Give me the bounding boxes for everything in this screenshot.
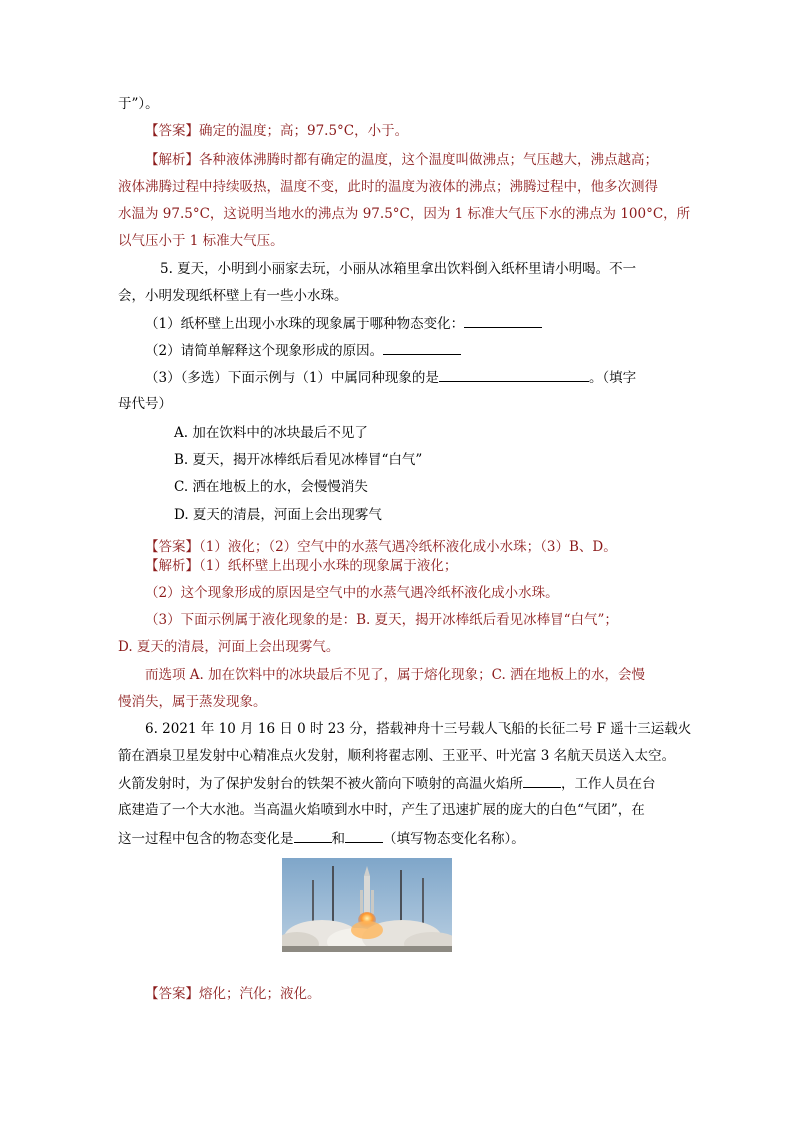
answer-blank xyxy=(464,313,542,328)
analysis-line: 水温为 97.5°C，这说明当地水的沸点为 97.5°C，因为 1 标准大气压下水的沸点为 100°C，所 xyxy=(118,206,691,222)
sub-question-text: （2）请简单解释这个现象形成的原因。 xyxy=(145,343,384,359)
analysis-line: 【解析】（1）纸杯壁上出现小水珠的现象属于液化； xyxy=(145,558,458,574)
question-5-sub-2 xyxy=(145,340,461,361)
question-text: ，工作人员在台 xyxy=(561,776,656,792)
option-b: B. 夏天，揭开冰棒纸后看见冰棒冒“白气” xyxy=(174,452,423,468)
question-6-line: 6. 2021 年 10 月 16 日 0 时 23 分，搭载神舟十三号载人飞船的长征二号 F 遥十三运载火 xyxy=(145,721,692,737)
question-text: 这一过程中包含的物态变化是 xyxy=(118,831,294,847)
question-text: 和 xyxy=(331,831,345,847)
question-5-sub-3 xyxy=(145,367,636,388)
answer-blank xyxy=(439,367,589,382)
option-c: C. 洒在地板上的水，会慢慢消失 xyxy=(174,479,368,495)
question-6-line: 底建造了一个大水池。当高温火焰喷到水中时，产生了迅速扩展的庞大的白色“气团”，在 xyxy=(118,802,645,818)
rocket-launch-illustration xyxy=(282,858,452,952)
question-text: （填写物态变化名称）。 xyxy=(383,831,525,847)
analysis-line: 而选项 A. 加在饮料中的冰块最后不见了，属于熔化现象；C. 洒在地板上的水，会慢 xyxy=(145,667,646,683)
question-6-line xyxy=(118,773,656,794)
answer-line: 【答案】熔化；汽化；液化。 xyxy=(145,986,321,1002)
analysis-line: 【解析】各种液体沸腾时都有确定的温度，这个温度叫做沸点；气压越大，沸点越高； xyxy=(145,152,658,168)
question-5-line: 5. 夏天，小明到小丽家去玩，小丽从冰箱里拿出饮料倒入纸杯里请小明喝。不一 xyxy=(160,261,637,277)
question-5-line: 会，小明发现纸杯壁上有一些小水珠。 xyxy=(118,288,348,304)
analysis-line: （2）这个现象形成的原因是空气中的水蒸气遇冷纸杯液化成小水珠。 xyxy=(145,585,559,601)
answer-blank xyxy=(294,828,332,843)
answer-line: 【答案】确定的温度；高；97.5°C，小于。 xyxy=(145,123,409,139)
text-line: 于”）。 xyxy=(118,96,159,112)
question-5-sub-1 xyxy=(145,313,542,334)
option-a: A. 加在饮料中的冰块最后不见了 xyxy=(174,425,368,441)
analysis-line: （3）下面示例属于液化现象的是：B. 夏天，揭开冰棒纸后看见冰棒冒“白气”； xyxy=(145,612,618,628)
answer-blank xyxy=(345,828,383,843)
question-6-line: 箭在酒泉卫星发射中心精准点火发射，顺利将翟志刚、王亚平、叶光富 3 名航天员送入太空。 xyxy=(118,748,676,764)
analysis-line: 液体沸腾过程中持续吸热，温度不变，此时的温度为液体的沸点；沸腾过程中，他多次测得 xyxy=(118,179,658,195)
analysis-line: 慢消失，属于蒸发现象。 xyxy=(118,694,267,710)
answer-blank xyxy=(523,773,561,788)
sub-question-text: （3）（多选）下面示例与（1）中属同种现象的是 xyxy=(145,370,439,386)
text-line: 母代号） xyxy=(118,396,172,412)
answer-blank xyxy=(383,340,461,355)
sub-question-text: （1）纸杯壁上出现小水珠的现象属于哪种物态变化： xyxy=(145,316,465,332)
question-6-line xyxy=(118,828,525,849)
option-d: D. 夏天的清晨，河面上会出现雾气 xyxy=(174,507,382,523)
analysis-line: 以气压小于 1 标准大气压。 xyxy=(118,233,284,249)
analysis-line: D. 夏天的清晨，河面上会出现雾气。 xyxy=(118,639,340,655)
sub-question-text: 。（填字 xyxy=(588,370,637,386)
question-text: 火箭发射时，为了保护发射台的铁架不被火箭向下喷射的高温火焰所 xyxy=(118,776,523,792)
rocket-launch-photo xyxy=(282,858,452,952)
answer-line: 【答案】（1）液化；（2）空气中的水蒸气遇冷纸杯液化成小水珠；（3）B、D。 xyxy=(145,539,617,555)
